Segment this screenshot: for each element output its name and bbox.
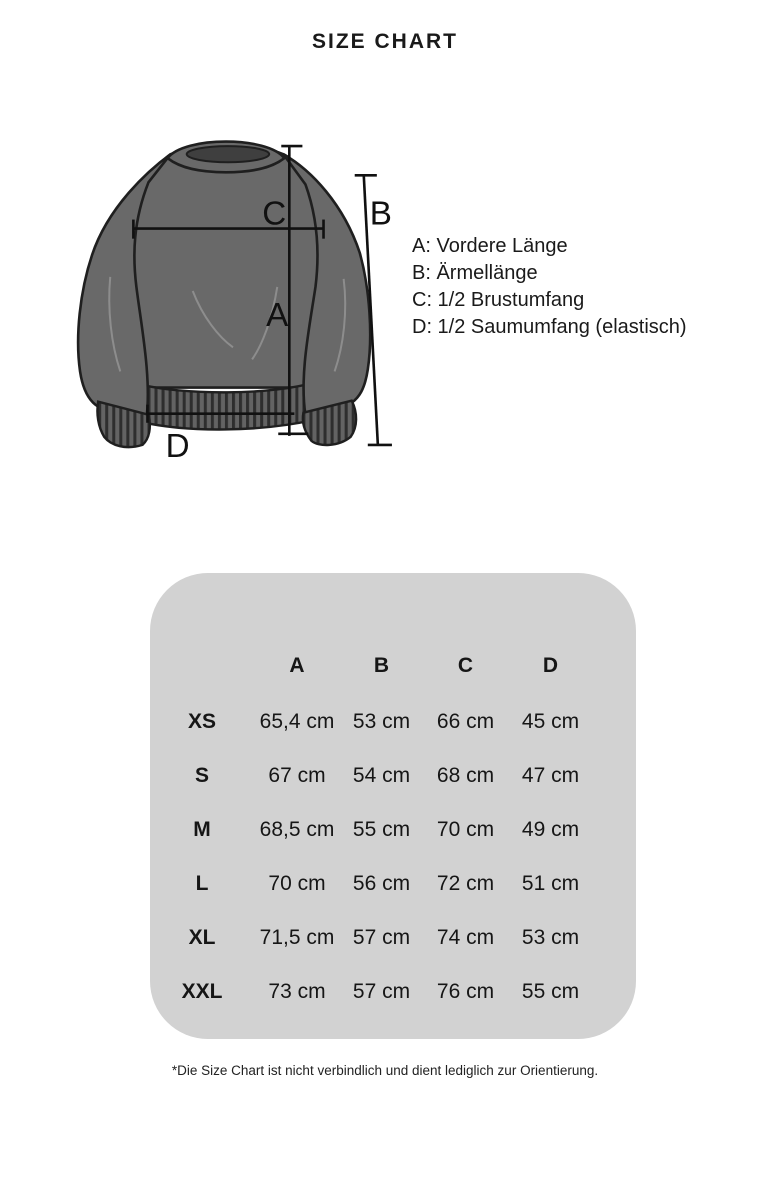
header-cell-a: A (289, 654, 305, 677)
measurement-legend (412, 233, 742, 341)
size-table (150, 641, 593, 1019)
footnote: *Die Size Chart ist nicht verbindlich und dient lediglich zur Orientierung. (171, 1063, 599, 1078)
collar-opening (187, 146, 269, 162)
sweater-illustration (70, 128, 402, 460)
sweater-diagram (70, 128, 402, 460)
value-l-c: 72 cm (436, 872, 495, 895)
value-l-b: 56 cm (352, 872, 411, 895)
value-s-d: 47 cm (521, 764, 580, 787)
value-l-d: 51 cm (521, 872, 580, 895)
legend-item-c: C: 1/2 Brustumfang (412, 289, 585, 311)
value-xl-b: 57 cm (352, 926, 411, 949)
value-m-b: 55 cm (352, 818, 411, 841)
size-label-m: M (193, 818, 211, 841)
diagram-label-b: B (369, 195, 392, 233)
size-label-l: L (195, 872, 209, 895)
value-xxl-b: 57 cm (352, 980, 411, 1003)
value-xl-c: 74 cm (436, 926, 495, 949)
diagram-label-d: D (165, 427, 190, 460)
value-xs-a: 65,4 cm (259, 710, 335, 733)
value-m-c: 70 cm (436, 818, 495, 841)
legend-item-b: B: Ärmellänge (412, 262, 538, 284)
header-cell-b: B (373, 654, 390, 677)
value-xl-d: 53 cm (521, 926, 580, 949)
size-label-xxl: XXL (181, 980, 223, 1003)
page-title: SIZE CHART (312, 30, 458, 53)
diagram-label-c: C (262, 195, 287, 233)
value-s-a: 67 cm (268, 764, 326, 787)
value-xxl-a: 73 cm (268, 980, 326, 1003)
value-xxl-c: 76 cm (436, 980, 495, 1003)
size-label-xl: XL (188, 926, 216, 949)
value-xl-a: 71,5 cm (259, 926, 335, 949)
size-label-s: S (194, 764, 209, 787)
diagram-label-a: A (266, 297, 289, 335)
value-s-c: 68 cm (436, 764, 495, 787)
header-cell-empty (150, 641, 254, 691)
header-cell-c: C (457, 654, 474, 677)
header-cell-d: D (542, 654, 559, 677)
size-table-panel (150, 573, 636, 1039)
value-xs-b: 53 cm (352, 710, 411, 733)
sweater-body (132, 144, 323, 388)
value-s-b: 54 cm (352, 764, 411, 787)
legend-item-a: A: Vordere Länge (412, 235, 568, 257)
size-label-xs: XS (187, 710, 216, 733)
value-m-a: 68,5 cm (259, 818, 335, 841)
value-xs-c: 66 cm (436, 710, 495, 733)
legend-item-d: D: 1/2 Saumumfang (elastisch) (412, 316, 687, 338)
value-m-d: 49 cm (521, 818, 580, 841)
value-xxl-d: 55 cm (521, 980, 580, 1003)
value-xs-d: 45 cm (521, 710, 580, 733)
value-l-a: 70 cm (268, 872, 326, 895)
